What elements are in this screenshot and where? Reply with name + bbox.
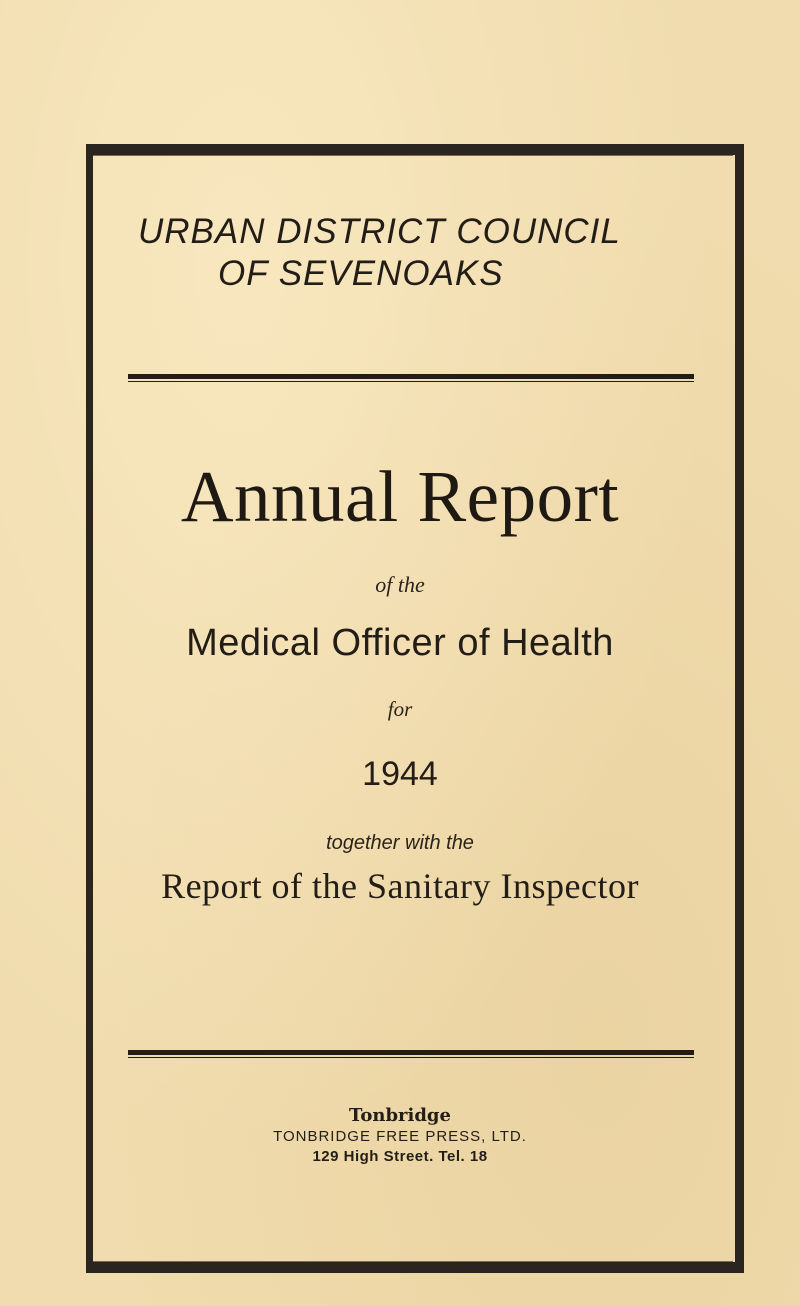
border-top-inner	[93, 155, 733, 156]
imprint-printer: TONBRIDGE FREE PRESS, LTD.	[273, 1128, 527, 1145]
sanitary-inspector-report: Report of the Sanitary Inspector	[161, 866, 639, 906]
divider-top	[128, 374, 694, 382]
of-the-text: of the	[375, 572, 425, 597]
border-top	[86, 144, 744, 155]
council-name-line-2: OF SEVENOAKS	[218, 254, 504, 293]
imprint-address: 129 High Street. Tel. 18	[312, 1148, 488, 1165]
together-with-text: together with the	[326, 832, 474, 854]
report-title: Annual Report	[180, 456, 620, 537]
council-name-line-1: URBAN DISTRICT COUNCIL	[138, 212, 621, 251]
for-text: for	[387, 697, 413, 721]
divider-bottom	[128, 1050, 694, 1058]
border-bottom	[86, 1262, 744, 1273]
imprint-place: Tonbridge	[349, 1105, 451, 1126]
report-subject: Medical Officer of Health	[186, 622, 614, 664]
report-year: 1944	[362, 755, 438, 793]
